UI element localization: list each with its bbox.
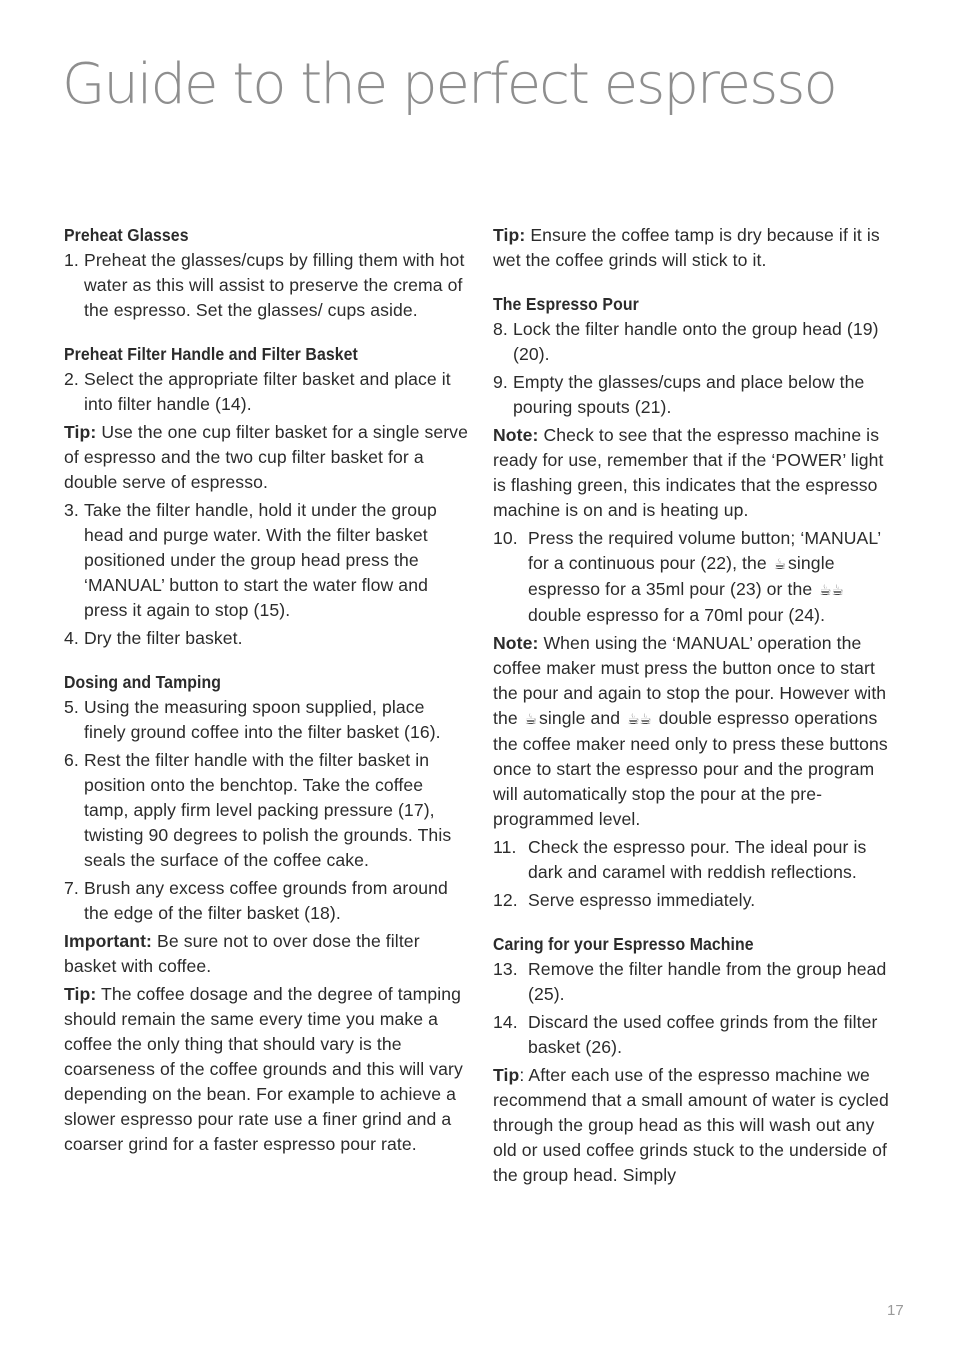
step-number: 6. [64,750,79,770]
step-text: Empty the glasses/cups and place below the pouring spouts (21). [513,372,865,417]
step-text: Using the measuring spoon supplied, place finely ground coffee into the filter basket (16). [84,697,441,742]
step-8 [493,317,889,367]
tip-text: : After each use of the espresso machine we recommend that a small amount of water is cycled through the group head as this will wash out any old or used coffee grinds stuck to the underside of the group head. Simply [493,1065,889,1185]
step-number: 12. [493,890,518,910]
step-text: Lock the filter handle onto the group head (19)(20). [513,319,879,364]
tip-paragraph [493,1063,889,1188]
step-7 [64,876,468,926]
tip-paragraph [64,982,468,1157]
note-label: Note: [493,633,539,653]
step-text [528,526,889,628]
tip-label: Tip: [64,422,97,442]
right-column [493,223,889,1191]
double-cup-icon: ☕☕ [819,582,844,599]
single-cup-icon: ☕ [773,556,787,573]
step-text-part: Press the required volume button; ‘MANUAL’ for a continuous pour (22), the [528,528,881,573]
step-text-part: single espresso for a 35ml pour (23) or the [528,553,835,599]
section-heading-preheat-filter: Preheat Filter Handle and Filter Basket [64,344,358,364]
note-text-part: When using the ‘MANUAL’ operation the coffee maker must press the button once to start the pour and again to stop the pour. However with the [493,633,887,728]
step-9 [493,370,889,420]
note-paragraph [493,631,889,832]
note-text: Check to see that the espresso machine is ready for use, remember that if the ‘POWER’ light is flashing green, this indicates that the espresso machine is on and is heating up. [493,425,884,520]
step-text: Brush any excess coffee grounds from around the edge of the filter basket (18). [84,878,448,923]
step-12 [493,888,889,913]
note-text-part: double espresso operations the coffee maker need only to press these buttons once to start the espresso pour and the program will automatically stop the pour at the pre-programmed level. [493,708,888,829]
step-text: Dry the filter basket. [84,628,243,648]
step-text: Rest the filter handle with the filter basket in position onto the benchtop. Take the coffee tamp, apply firm level packing pressure (17), twisting 90 degrees to polish the grounds. This seals the surface of the coffee cake. [84,750,452,870]
tip-label: Tip [493,1065,520,1085]
step-number: 9. [493,372,508,392]
section-heading-preheat-glasses: Preheat Glasses [64,225,189,245]
important-paragraph [64,929,468,979]
step-number: 7. [64,878,79,898]
step-text: Serve espresso immediately. [528,890,756,910]
step-text: Preheat the glasses/cups by filling them with hot water as this will assist to preserve the crema of the espresso. Set the glasses/ cups aside. [84,250,465,320]
step-4 [64,626,468,651]
step-1 [64,248,468,323]
note-label: Note: [493,425,539,445]
note-text-part: single and [538,708,621,728]
step-number: 1. [64,250,79,270]
left-column [64,223,468,1160]
step-number: 13. [493,959,518,979]
step-text: Take the filter handle, hold it under the group head and purge water. With the filter basket positioned under the group head press the ‘MANUAL’ button to start the water flow and press it again to stop (15). [84,500,437,620]
step-number: 2. [64,369,79,389]
step-number: 14. [493,1012,518,1032]
page-title: Guide to the perfect espresso [62,52,836,117]
section-heading-dosing: Dosing and Tamping [64,672,222,692]
tip-paragraph [64,420,468,495]
step-number: 3. [64,500,79,520]
note-paragraph [493,423,889,523]
step-text: Check the espresso pour. The ideal pour is dark and caramel with reddish reflections. [528,837,867,882]
step-text-part: double espresso for a 70ml pour (24). [528,605,826,625]
tip-text: Use the one cup filter basket for a single serve of espresso and the two cup filter basket for a double serve of espresso. [64,422,468,492]
section-heading-espresso-pour: The Espresso Pour [493,294,639,314]
step-number: 10. [493,528,518,548]
step-10 [493,526,889,628]
step-3 [64,498,468,623]
step-text: Remove the filter handle from the group head (25). [528,959,887,1004]
step-11 [493,835,889,885]
step-number: 4. [64,628,79,648]
step-13 [493,957,889,1007]
step-6 [64,748,468,873]
important-label: Important: [64,931,152,951]
tip-text: The coffee dosage and the degree of tamping should remain the same every time you make a coffee the only thing that should vary is the coarseness of the coffee grounds and this will vary depending on the bean. For example to achieve a slower espresso pour rate use a finer grind and a coarser grind for a faster espresso pour rate. [64,984,463,1154]
double-cup-icon: ☕☕ [627,711,652,728]
step-number: 8. [493,319,508,339]
step-text: Discard the used coffee grinds from the filter basket (26). [528,1012,878,1057]
step-number: 11. [493,837,517,857]
step-text: Select the appropriate filter basket and place it into filter handle (14). [84,369,451,414]
tip-label: Tip: [493,225,526,245]
single-cup-icon: ☕ [524,711,537,728]
step-2 [64,367,468,417]
step-number: 5. [64,697,79,717]
section-heading-caring: Caring for your Espresso Machine [493,934,754,954]
tip-label: Tip: [64,984,97,1004]
important-text: Be sure not to over dose the filter basket with coffee. [64,931,420,976]
tip-text: Ensure the coffee tamp is dry because if it is wet the coffee grinds will stick to it. [493,225,880,270]
tip-paragraph [493,223,889,273]
step-14 [493,1010,889,1060]
page-number: 17 [887,1302,904,1319]
step-5 [64,695,468,745]
